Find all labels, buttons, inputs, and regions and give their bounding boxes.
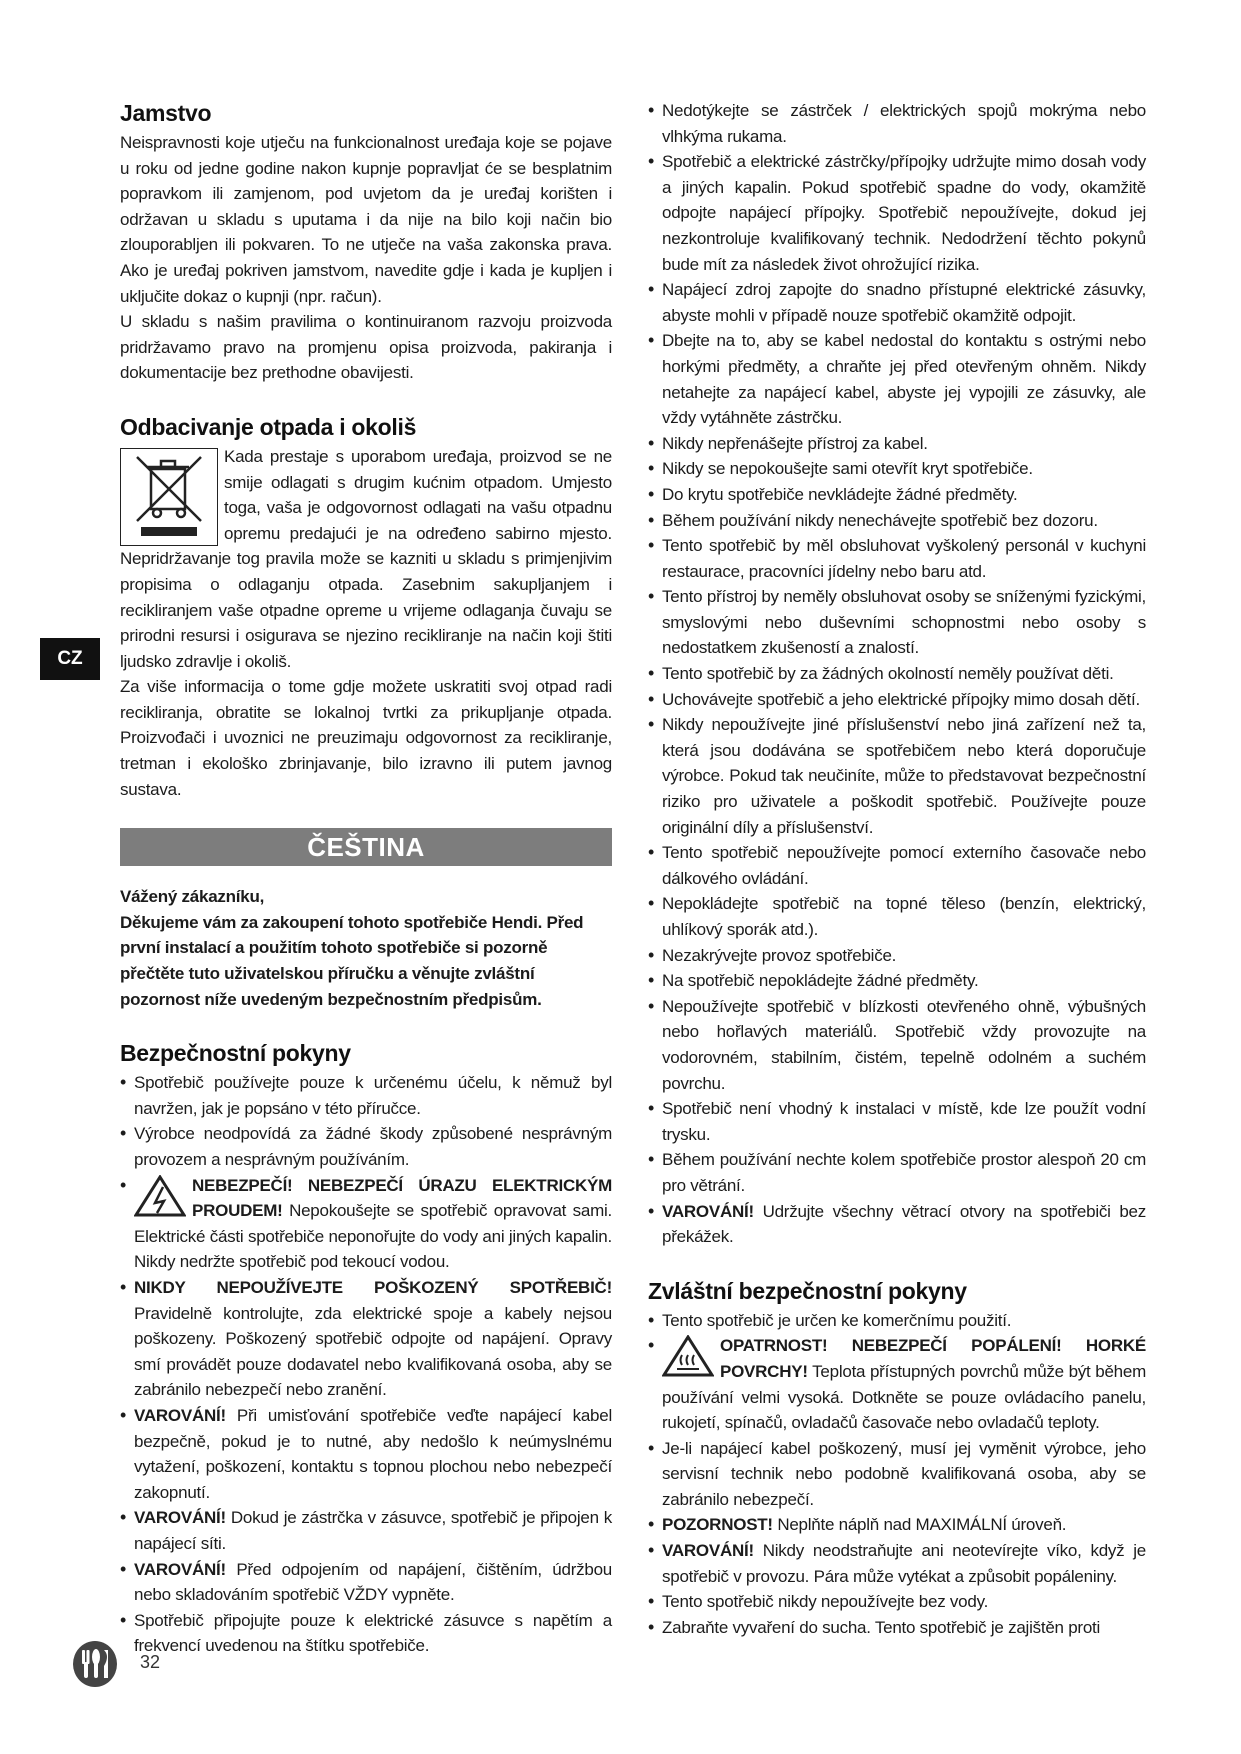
intro-greeting: Vážený zákazníku, (120, 887, 265, 907)
list-item: • Během používání nikdy nenechávejte spotřebič bez dozoru. (648, 508, 1146, 534)
right-column (648, 98, 1146, 1640)
electric-hazard-icon (134, 1175, 186, 1217)
waste-paragraph: Za više informacija o tome gdje možete uskratiti svoj otpad radi recikliranja, obratite se lokalnoj tvrtki za prikupljanje otpada. Proizvođači i uvoznici ne preuzimaju odgovornost za recikliranje, tretman i ekološko zbrinjavanje, bilo izravno ili putem javnog sustava. (120, 677, 612, 799)
list-item: • Dbejte na to, aby se kabel nedostal do kontaktu s ostrými nebo horkými předměty, a chraňte jej před otevřeným ohněm. Nikdy netahejte za napájecí kabel, abyste jej vypojili ze zásuvky, ale vždy vytáhněte zástrčku. (648, 328, 1146, 430)
hot-surface-icon (662, 1335, 714, 1377)
list-item: • Nikdy se nepokoušejte sami otevřít kryt spotřebiče. (648, 456, 1146, 482)
list-item: • Spotřebič připojujte pouze k elektrické zásuvce s napětím a frekvencí uvedenou na štítku spotřebiče. (120, 1608, 612, 1659)
list-item: • NEBEZPEČÍ! NEBEZPEČÍ ÚRAZU ELEKTRICKÝM PROUDEM! Nepokoušejte se spotřebič opravovat sami. Elektrické části spotřebiče neponořujte do vody ani jiných kapalin. Nikdy nedržte spotřebič pod tekoucí vodou. (120, 1173, 612, 1275)
special-safety-heading: Zvláštní bezpečnostní pokyny (648, 1277, 967, 1304)
list-item: • Spotřebič a elektrické zástrčky/přípojky udržujte mimo dosah vody a jiných kapalin. Pokud spotřebič spadne do vody, okamžitě odpojte napájecí přípojky. Spotřebič nepoužívejte, dokud jej nezkontroluje kvalifikovaný technik. Nedodržení těchto pokynů bude mít za následek život ohrožující rizika. (648, 149, 1146, 277)
list-item: • VAROVÁNÍ! Při umisťování spotřebiče veďte napájecí kabel bezpečně, pokud je to nutné, aby nedošlo k neúmyslnému vytažení, poškození, kontaktu s topnou plochou nebo nebezpečí zakopnutí. (120, 1403, 612, 1505)
list-item: • VAROVÁNÍ! Před odpojením od napájení, čištěním, údržbou nebo skladováním spotřebič VŽDY vypněte. (120, 1557, 612, 1608)
list-item: • Nikdy nepřenášejte přístroj za kabel. (648, 431, 1146, 457)
list-item: • Zabraňte vyvaření do sucha. Tento spotřebič je zajištěn proti (648, 1615, 1146, 1641)
list-item: • Tento spotřebič je určen ke komerčnímu použití. (648, 1308, 1146, 1334)
safety-heading: Bezpečnostní pokyny (120, 1040, 351, 1067)
list-item: • Nedotýkejte se zástrček / elektrických spojů mokrýma nebo vlhkýma rukama. (648, 98, 1146, 149)
list-item: • VAROVÁNÍ! Udržujte všechny větrací otvory na spotřebiči bez překážek. (648, 1199, 1146, 1250)
list-item: • Tento spotřebič by měl obsluhovat vyškolený personál v kuchyni restaurace, pracovníci jídelny nebo baru atd. (648, 533, 1146, 584)
list-item: • Je-li napájecí kabel poškozený, musí jej vyměnit výrobce, jeho servisní technik nebo podobně kvalifikovaná osoba, aby se zabránilo nebezpečí. (648, 1436, 1146, 1513)
intro-text: Děkujeme vám za zakoupení tohoto spotřebiče Hendi. Před první instalací a použitím tohoto spotřebiče si pozorně přečtěte tuto uživatelskou příručku a věnujte zvláštní pozornost níže uvedeným bezpečnostním předpisům. (120, 912, 584, 1009)
list-item: • Tento spotřebič nikdy nepoužívejte bez vody. (648, 1589, 1146, 1615)
left-column (120, 98, 612, 1659)
list-item: • Napájecí zdroj zapojte do snadno přístupné elektrické zásuvky, abyste mohli v případě nouze spotřebič okamžitě odpojit. (648, 277, 1146, 328)
list-item: • OPATRNOST! NEBEZPEČÍ POPÁLENÍ! HORKÉ POVRCHY! Teplota přístupných povrchů může být během používání velmi vysoká. Dotkněte se pouze ovládacího panelu, rukojetí, spínačů, ovladačů časovače nebo ovladačů teploty. (648, 1333, 1146, 1435)
language-banner: ČEŠTINA (120, 828, 612, 866)
list-item: • Uchovávejte spotřebič a jeho elektrické přípojky mimo dosah dětí. (648, 687, 1146, 713)
list-item: • Spotřebič používejte pouze k určenému účelu, k němuž byl navržen, jak je popsáno v této příručce. (120, 1070, 612, 1121)
list-item: • Tento přístroj by neměly obsluhovat osoby se sníženými fyzickými, smyslovými nebo duševními schopnostmi nebo osoby s nedostatkem zkušeností a znalostí. (648, 584, 1146, 661)
special-safety-list (648, 1308, 1146, 1641)
list-item: • Tento spotřebič nepoužívejte pomocí externího časovače nebo dálkového ovládání. (648, 840, 1146, 891)
list-item: • Výrobce neodpovídá za žádné škody způsobené nesprávným provozem a nesprávným používáním. (120, 1121, 612, 1172)
list-item: • Tento spotřebič by za žádných okolností neměly používat děti. (648, 661, 1146, 687)
list-item: • VAROVÁNÍ! Dokud je zástrčka v zásuvce, spotřebič je připojen k napájecí síti. (120, 1505, 612, 1556)
list-item: • Nepokládejte spotřebič na topné těleso (benzín, elektrický, uhlíkový sporák atd.). (648, 891, 1146, 942)
waste-heading: Odbacivanje otpada i okoliš (120, 413, 417, 440)
list-item: • VAROVÁNÍ! Nikdy neodstraňujte ani neotevírejte víko, když je spotřebič v provozu. Pára může vytékat a způsobit popáleniny. (648, 1538, 1146, 1589)
list-item: • Na spotřebič nepokládejte žádné předměty. (648, 968, 1146, 994)
warranty-heading: Jamstvo (120, 100, 212, 126)
safety-list (120, 1070, 612, 1659)
crossed-bin-icon (120, 448, 218, 546)
page-number: 32 (140, 1652, 161, 1672)
list-item: • Během používání nechte kolem spotřebiče prostor alespoň 20 cm pro větrání. (648, 1147, 1146, 1198)
list-item: • Nepoužívejte spotřebič v blízkosti otevřeného ohně, výbušných nebo hořlavých materiálů. Spotřebič vždy provozujte na vodorovném, stabilním, čistém, tepelně odolném a suchém povrchu. (648, 994, 1146, 1096)
list-item: • Spotřebič není vhodný k instalaci v místě, kde lze použít vodní trysku. (648, 1096, 1146, 1147)
list-item: • NIKDY NEPOUŽÍVEJTE POŠKOZENÝ SPOTŘEBIČ! Pravidelně kontrolujte, zda elektrické spoje a kabely nejsou poškozeny. Poškozený spotřebič odpojte od napájení. Opravy smí provádět pouze dodavatel nebo kvalifikovaná osoba, aby se zabránilo nebezpečí nebo zranění. (120, 1275, 612, 1403)
list-item: • Do krytu spotřebiče nevkládejte žádné předměty. (648, 482, 1146, 508)
safety-list-continued (648, 98, 1146, 1250)
language-side-tab: CZ (40, 638, 100, 680)
warranty-paragraph: U skladu s našim pravilima o kontinuiranom razvoju proizvoda pridržavamo pravo na promjenu opisa proizvoda, pakiranja i dokumentacije bez prethodne obavijesti. (120, 312, 612, 383)
list-item: • POZORNOST! Neplňte náplň nad MAXIMÁLNÍ úroveň. (648, 1512, 1146, 1538)
list-item: • Nikdy nepoužívejte jiné příslušenství nebo jiná zařízení než ta, která jsou dodávána se spotřebičem nebo která doporučuje výrobce. Pokud tak neučiníte, může to představovat bezpečnostní riziko pro uživatele a poškodit spotřebič. Používejte pouze originální díly a příslušenství. (648, 712, 1146, 840)
waste-paragraph: Kada prestaje s uporabom uređaja, proizvod se ne smije odlagati s drugim kućnim otpadom. Umjesto toga, vaša je odgovornost odlagati na vašu otpadnu opremu predajući je na određeno sabirno mjesto. Nepridržavanje tog pravila može se kazniti u skladu s primjenjivim propisima o odlaganju otpada. Zasebnim sakupljanjem i recikliranjem vaše otpadne opreme u vrijeme odlaganja čuvaju se prirodni resursi i osigurava se njezino recikliranje na način koji štiti ljudsko zdravlje i okoliš. (120, 446, 612, 671)
cutlery-logo-icon (72, 1640, 118, 1688)
list-item: • Nezakrývejte provoz spotřebiče. (648, 943, 1146, 969)
warranty-paragraph: Neispravnosti koje utječu na funkcionalnost uređaja koje se pojave u roku od jedne godine nakon kupnje popravljat će se besplatnim popravkom ili zamjenom, pod uvjetom da je uređaj korišten i održavan u skladu s uputama i da nije na bilo koji način bio zlouporabljen ili pokvaren. To ne utječe na vaša zakonska prava. Ako je uređaj pokriven jamstvom, navedite gdje i kada je kupljen i uključite dokaz o kupnji (npr. račun). (120, 133, 612, 306)
